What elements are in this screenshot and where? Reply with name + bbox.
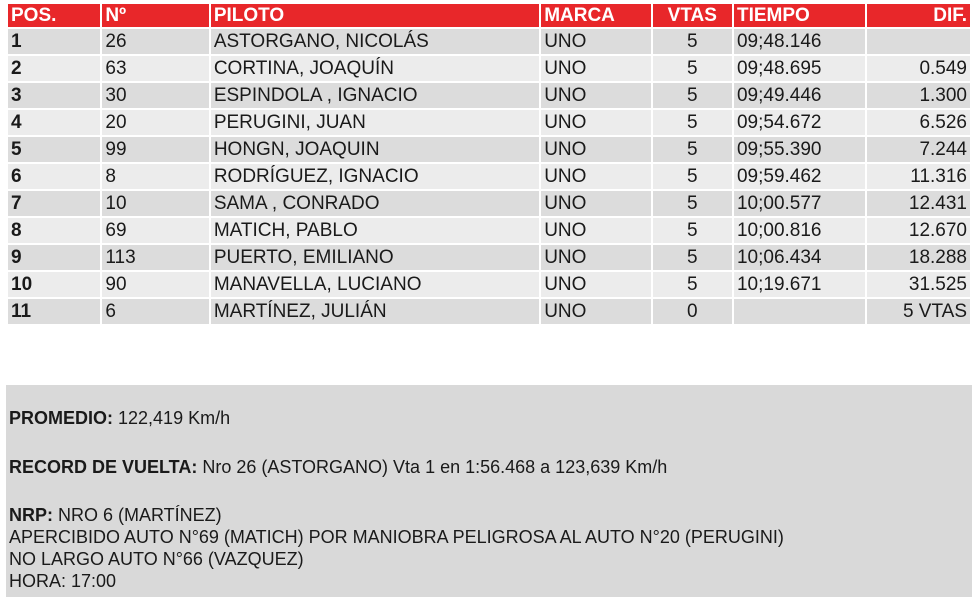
cell-pos: 10 — [8, 272, 100, 297]
table-row — [8, 137, 970, 162]
promedio-label: PROMEDIO: — [9, 408, 114, 428]
cell-tiempo: 09;55.390 — [734, 137, 865, 162]
cell-vtas: 5 — [653, 245, 732, 270]
col-header-num: Nº — [102, 4, 208, 27]
table-row — [8, 110, 970, 135]
cell-num: 26 — [102, 29, 208, 54]
cell-piloto: MATICH, PABLO — [211, 218, 539, 243]
cell-tiempo: 10;06.434 — [734, 245, 865, 270]
cell-num: 113 — [102, 245, 208, 270]
cell-dif: 0.549 — [867, 56, 970, 81]
cell-marca: UNO — [541, 245, 650, 270]
header-row — [8, 4, 970, 27]
cell-num: 8 — [102, 164, 208, 189]
cell-dif: 12.670 — [867, 218, 970, 243]
cell-marca: UNO — [541, 218, 650, 243]
table-row — [8, 272, 970, 297]
nrp-label: NRP: — [9, 505, 53, 525]
cell-piloto: ESPINDOLA , IGNACIO — [211, 83, 539, 108]
cell-piloto: HONGN, JOAQUIN — [211, 137, 539, 162]
cell-vtas: 5 — [653, 83, 732, 108]
cell-num: 99 — [102, 137, 208, 162]
col-header-tiempo: TIEMPO — [734, 4, 865, 27]
cell-pos: 5 — [8, 137, 100, 162]
cell-tiempo: 10;00.577 — [734, 191, 865, 216]
cell-tiempo: 09;49.446 — [734, 83, 865, 108]
table-row — [8, 164, 970, 189]
record-label: RECORD DE VUELTA: — [9, 457, 198, 477]
cell-vtas: 5 — [653, 191, 732, 216]
cell-piloto: PUERTO, EMILIANO — [211, 245, 539, 270]
cell-pos: 11 — [8, 299, 100, 324]
cell-tiempo — [734, 299, 865, 324]
hora-line: HORA: 17:00 — [9, 571, 117, 591]
cell-pos: 4 — [8, 110, 100, 135]
cell-num: 20 — [102, 110, 208, 135]
results-table — [6, 2, 972, 326]
cell-num: 63 — [102, 56, 208, 81]
cell-pos: 2 — [8, 56, 100, 81]
table-row — [8, 29, 970, 54]
cell-piloto: MARTÍNEZ, JULIÁN — [211, 299, 539, 324]
cell-pos: 1 — [8, 29, 100, 54]
cell-marca: UNO — [541, 83, 650, 108]
nrp-value: NRO 6 (MARTÍNEZ) — [53, 505, 222, 525]
cell-vtas: 5 — [653, 29, 732, 54]
cell-dif: 1.300 — [867, 83, 970, 108]
cell-dif: 18.288 — [867, 245, 970, 270]
cell-num: 69 — [102, 218, 208, 243]
cell-pos: 3 — [8, 83, 100, 108]
cell-tiempo: 10;00.816 — [734, 218, 865, 243]
cell-dif: 7.244 — [867, 137, 970, 162]
table-row — [8, 191, 970, 216]
col-header-dif: DIF. — [867, 4, 970, 27]
table-row — [8, 83, 970, 108]
cell-vtas: 5 — [653, 56, 732, 81]
cell-marca: UNO — [541, 56, 650, 81]
cell-tiempo: 09;54.672 — [734, 110, 865, 135]
cell-tiempo: 09;48.695 — [734, 56, 865, 81]
col-header-piloto: PILOTO — [211, 4, 539, 27]
cell-dif: 12.431 — [867, 191, 970, 216]
nrp-line — [9, 505, 222, 526]
cell-marca: UNO — [541, 137, 650, 162]
cell-marca: UNO — [541, 29, 650, 54]
cell-vtas: 5 — [653, 272, 732, 297]
cell-marca: UNO — [541, 191, 650, 216]
table-row — [8, 56, 970, 81]
cell-vtas: 0 — [653, 299, 732, 324]
cell-pos: 6 — [8, 164, 100, 189]
table-row — [8, 299, 970, 324]
cell-dif: 11.316 — [867, 164, 970, 189]
cell-num: 30 — [102, 83, 208, 108]
cell-pos: 8 — [8, 218, 100, 243]
cell-piloto: PERUGINI, JUAN — [211, 110, 539, 135]
no-largo-line: NO LARGO AUTO N°66 (VAZQUEZ) — [9, 549, 304, 569]
col-header-pos: POS. — [8, 4, 100, 27]
table-row — [8, 245, 970, 270]
cell-dif: 6.526 — [867, 110, 970, 135]
cell-num: 10 — [102, 191, 208, 216]
cell-dif: 5 VTAS — [867, 299, 970, 324]
cell-dif — [867, 29, 970, 54]
cell-piloto: CORTINA, JOAQUÍN — [211, 56, 539, 81]
cell-num: 6 — [102, 299, 208, 324]
cell-vtas: 5 — [653, 137, 732, 162]
cell-dif: 31.525 — [867, 272, 970, 297]
cell-pos: 9 — [8, 245, 100, 270]
cell-vtas: 5 — [653, 164, 732, 189]
cell-tiempo: 09;48.146 — [734, 29, 865, 54]
record-line — [9, 457, 667, 478]
apercibido-line: APERCIBIDO AUTO N°69 (MATICH) POR MANIOBRA PELIGROSA AL AUTO N°20 (PERUGINI) — [9, 527, 784, 547]
cell-tiempo: 09;59.462 — [734, 164, 865, 189]
cell-marca: UNO — [541, 272, 650, 297]
cell-piloto: SAMA , CONRADO — [211, 191, 539, 216]
col-header-marca: MARCA — [541, 4, 650, 27]
col-header-vtas: VTAS — [653, 4, 732, 27]
cell-marca: UNO — [541, 164, 650, 189]
cell-piloto: RODRÍGUEZ, IGNACIO — [211, 164, 539, 189]
table-row — [8, 218, 970, 243]
cell-num: 90 — [102, 272, 208, 297]
promedio-line — [9, 408, 230, 429]
cell-vtas: 5 — [653, 218, 732, 243]
cell-vtas: 5 — [653, 110, 732, 135]
race-info-panel — [6, 385, 972, 597]
record-value: Nro 26 (ASTORGANO) Vta 1 en 1:56.468 a 123,639 Km/h — [197, 457, 668, 477]
cell-tiempo: 10;19.671 — [734, 272, 865, 297]
cell-piloto: MANAVELLA, LUCIANO — [211, 272, 539, 297]
cell-marca: UNO — [541, 110, 650, 135]
cell-marca: UNO — [541, 299, 650, 324]
cell-piloto: ASTORGANO, NICOLÁS — [211, 29, 539, 54]
cell-pos: 7 — [8, 191, 100, 216]
promedio-value: 122,419 Km/h — [113, 408, 231, 428]
